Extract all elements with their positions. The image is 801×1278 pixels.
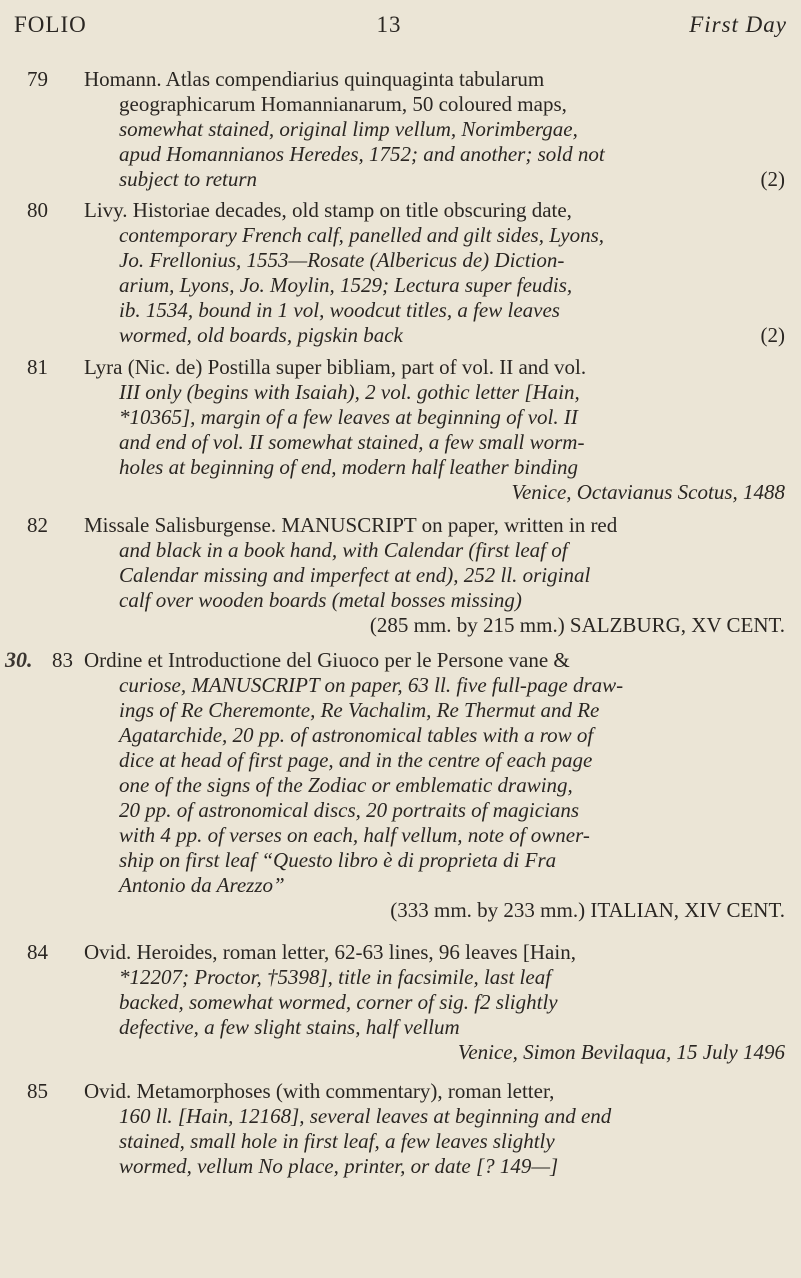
entry-line: arium, Lyons, Jo. Moylin, 1529; Lectura super feudis,: [119, 273, 573, 297]
entry-line: somewhat stained, original limp vellum, Norimbergae,: [119, 117, 578, 141]
entry-line: defective, a few slight stains, half vellum: [119, 1015, 460, 1039]
entry-line: 20 pp. of astronomical discs, 20 portraits of magicians: [119, 798, 580, 822]
entry-line: wormed, vellum No place, printer, or date [? 149—]: [119, 1154, 559, 1178]
lot-count: (2): [760, 323, 785, 347]
entry-line: holes at beginning of end, modern half leather binding: [119, 455, 579, 479]
lot-number: 83: [52, 648, 73, 672]
header-right: First Day: [689, 12, 787, 37]
size-and-origin: (285 mm. by 215 mm.) SALZBURG, XV CENT.: [369, 613, 785, 637]
entry-line: with 4 pp. of verses on each, half vellum, note of owner-: [119, 823, 590, 847]
lot-number: 80: [27, 198, 48, 222]
entry-line: III only (begins with Isaiah), 2 vol. gothic letter [Hain,: [119, 380, 580, 404]
entry-line: stained, small hole in first leaf, a few leaves slightly: [119, 1129, 555, 1153]
entry-line: geographicarum Homannianarum, 50 coloured maps,: [119, 92, 567, 116]
entry-line: and end of vol. II somewhat stained, a few small worm-: [119, 430, 585, 454]
size-and-origin: (333 mm. by 233 mm.) ITALIAN, XIV CENT.: [390, 898, 785, 922]
entry-line: Ovid. Metamorphoses (with commentary), roman letter,: [84, 1079, 555, 1103]
entry-line: *10365], margin of a few leaves at beginning of vol. II: [119, 405, 578, 429]
entry-line: 160 ll. [Hain, 12168], several leaves at beginning and end: [119, 1104, 612, 1128]
imprint-line: Venice, Simon Bevilaqua, 15 July 1496: [457, 1040, 785, 1064]
entry-line: apud Homannianos Heredes, 1752; and another; sold not: [119, 142, 605, 166]
entry-line: Missale Salisburgense. MANUSCRIPT on paper, written in red: [84, 513, 618, 537]
entry-line: Homann. Atlas compendiarius quinquaginta tabularum: [84, 67, 545, 91]
entry-line: contemporary French calf, panelled and gilt sides, Lyons,: [119, 223, 605, 247]
entry-line: Ovid. Heroides, roman letter, 62-63 lines, 96 leaves [Hain,: [84, 940, 576, 964]
entry-line: wormed, old boards, pigskin back: [119, 323, 403, 347]
entry-line: ib. 1534, bound in 1 vol, woodcut titles, a few leaves: [119, 298, 560, 322]
lot-number: 79: [27, 67, 48, 91]
entry-line: Ordine et Introductione del Giuoco per le Persone vane &: [84, 648, 570, 672]
entry-line: backed, somewhat wormed, corner of sig. f2 slightly: [119, 990, 558, 1014]
entry-line: subject to return: [119, 167, 258, 191]
lot-number: 85: [27, 1079, 48, 1103]
entry-line: Antonio da Arezzo”: [119, 873, 285, 897]
lot-count: (2): [760, 167, 785, 191]
entry-line: Jo. Frellonius, 1553—Rosate (Albericus de) Diction-: [119, 248, 565, 272]
handwritten-mark: 30.: [5, 647, 33, 672]
entry-line: dice at head of first page, and in the centre of each page: [119, 748, 593, 772]
entry-line: ings of Re Cheremonte, Re Vachalim, Re Thermut and Re: [119, 698, 600, 722]
entry-line: Calendar missing and imperfect at end), 252 ll. original: [119, 563, 591, 587]
entry-line: one of the signs of the Zodiac or emblematic drawing,: [119, 773, 573, 797]
entry-line: and black in a book hand, with Calendar (first leaf of: [119, 538, 568, 562]
entry-line: Agatarchide, 20 pp. of astronomical tables with a row of: [119, 723, 594, 747]
imprint-line: Venice, Octavianus Scotus, 1488: [511, 480, 785, 504]
entry-line: Livy. Historiae decades, old stamp on title obscuring date,: [84, 198, 572, 222]
entry-line: calf over wooden boards (metal bosses missing): [119, 588, 522, 612]
page-number: 13: [376, 12, 402, 37]
entry-line: curiose, MANUSCRIPT on paper, 63 ll. five full-page draw-: [119, 673, 624, 697]
lot-number: 84: [27, 940, 48, 964]
entry-line: *12207; Proctor, †5398], title in facsimile, last leaf: [119, 965, 552, 989]
entry-line: Lyra (Nic. de) Postilla super bibliam, part of vol. II and vol.: [84, 355, 587, 379]
lot-number: 82: [27, 513, 48, 537]
header-left: FOLIO: [14, 12, 87, 37]
entry-line: ship on first leaf “Questo libro è di proprieta di Fra: [119, 848, 557, 872]
lot-number: 81: [27, 355, 48, 379]
